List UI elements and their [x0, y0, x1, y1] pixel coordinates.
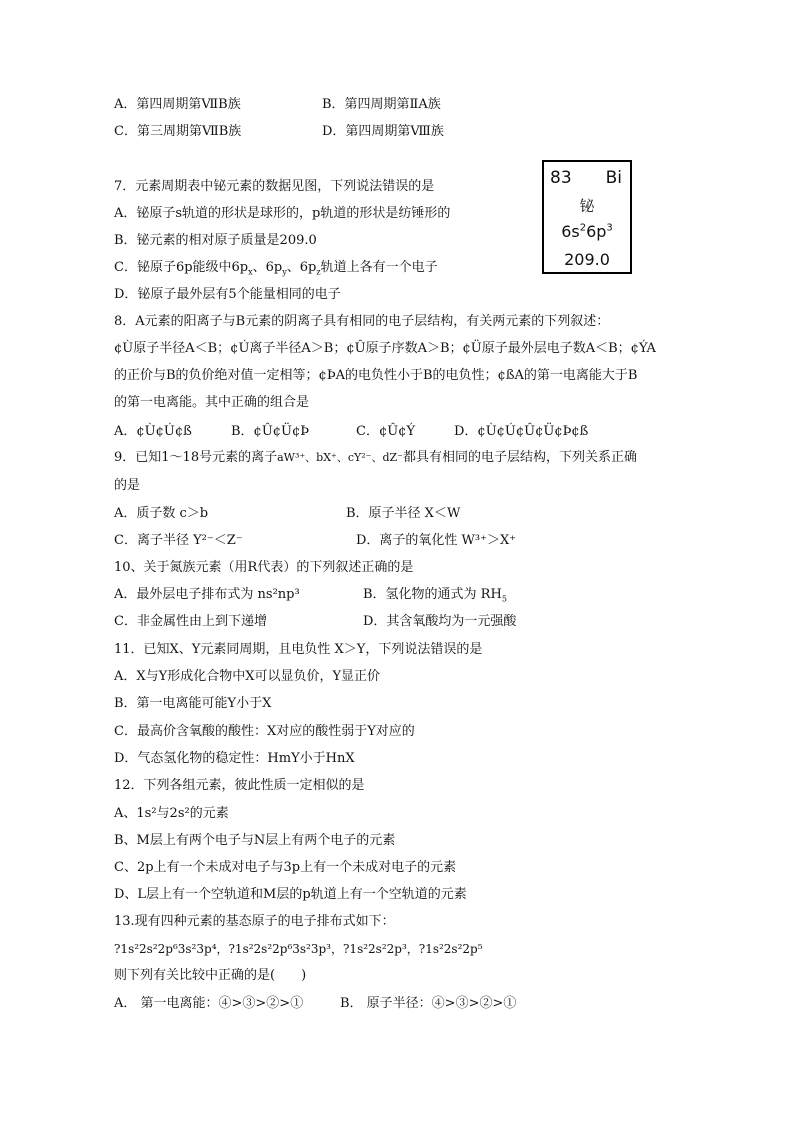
q8-option-d: D．¢Ù¢Ú¢Û¢Ü¢Þ¢ß — [454, 424, 589, 439]
q8-stem: 8．A元素的阳离子与B元素的阴离子具有相同的电子层结构，有关两元素的下列叙述： — [114, 314, 610, 329]
q8-option-b: B．¢Û¢Ü¢Þ — [231, 424, 310, 439]
q6-option-b: B．第四周期第ⅡA族 — [322, 97, 441, 112]
q13-option-a: A． 第一电离能：④>③>②>① — [114, 996, 304, 1011]
q8-options — [114, 424, 589, 440]
q8-option-c: C．¢Û¢Ý — [356, 424, 416, 439]
q6-option-c: C．第三周期第ⅦB族 — [114, 124, 242, 139]
q11-option-a: A．X与Y形成化合物中X可以显负价，Y显正价 — [114, 669, 381, 684]
q11-option-d: D．气态氢化物的稳定性：HmY小于HnX — [114, 751, 355, 766]
element-box-bismuth — [542, 160, 632, 274]
q8-option-a: A．¢Ù¢Ú¢ß — [114, 424, 192, 439]
q13-options — [114, 996, 517, 1012]
q10-option-row-1 — [114, 587, 507, 604]
q10-option-row-2 — [114, 614, 517, 630]
q7-option-d: D．铋原子最外层有5个能量相同的电子 — [114, 287, 341, 302]
q7-option-b: B．铋元素的相对原子质量是209.0 — [114, 233, 317, 248]
q6-option-a: A．第四周期第ⅦB族 — [114, 97, 241, 112]
q8-line-2: ¢Ù原子半径A＜B；¢Ú离子半径A＞B；¢Û原子序数A＞B；¢Ü原子最外层电子数A＜B；¢ÝA — [114, 341, 656, 356]
q7-option-c: C．铋原子6p能级中$6p_x$、$6p_y$、$6p_z$轨道上各有一个电子 — [114, 260, 438, 277]
q12-option-d: D、L层上有一个空轨道和M层的p轨道上有一个空轨道的元素 — [114, 887, 467, 902]
q10-option-b: B．氢化物的通式为 $RH_5$ — [363, 587, 507, 604]
q9-option-row-1 — [114, 506, 461, 522]
q13-question: 则下列有关比较中正确的是( ) — [114, 968, 307, 983]
q11-stem: 11．已知X、Y元素同周期，且电负性 X＞Y，下列说法错误的是 — [114, 642, 483, 657]
atomic-number: 83 — [550, 168, 572, 188]
q9-option-d: D．离子的氧化性 W³⁺＞X⁺ — [356, 533, 517, 548]
q12-stem: 12．下列各组元素，彼此性质一定相似的是 — [114, 778, 365, 793]
q11-option-b: B．第一电离能可能Y小于X — [114, 696, 272, 711]
q8-line-3: 的正价与B的负价绝对值一定相等；¢ÞA的电负性小于B的电负性；¢ßA的第一电离能大于B — [114, 368, 638, 383]
q10-option-d: D．其含氧酸均为一元强酸 — [363, 614, 517, 629]
q10-option-a: A．最外层电子排布式为 ns²np³ — [114, 587, 300, 602]
element-name: 铋 — [579, 197, 595, 215]
q9-option-a: A．质子数 c＞b — [114, 506, 209, 521]
q9-option-b: B．原子半径 X＜W — [346, 506, 461, 521]
q12-option-c: C、2p上有一个未成对电子与3p上有一个未成对电子的元素 — [114, 860, 457, 875]
q8-line-4: 的第一电离能。其中正确的组合是 — [114, 395, 310, 410]
q10-stem: 10、关于氮族元素（用R代表）的下列叙述正确的是 — [114, 560, 414, 575]
q6-option-row-2 — [114, 124, 444, 140]
q13-stem: 13.现有四种元素的基态原子的电子排布式如下： — [114, 914, 395, 929]
q9-stem: 9．已知1～18号元素的离子aW³⁺、bX⁺、cY²⁻、dZ⁻都具有相同的电子层结构，下列关系正确 — [114, 450, 637, 465]
q7-option-a: A．铋原子s轨道的形状是球形的，p轨道的形状是纺锤形的 — [114, 206, 451, 221]
q12-option-a: A、1s²与2s²的元素 — [114, 806, 229, 821]
atomic-mass: 209.0 — [564, 250, 610, 269]
q13-option-b: B． 原子半径：④>③>②>① — [340, 996, 517, 1011]
q9-option-row-2 — [114, 533, 517, 549]
q6-option-d: D．第四周期第Ⅷ族 — [322, 124, 444, 139]
q11-option-c: C．最高价含氧酸的酸性：X对应的酸性弱于Y对应的 — [114, 724, 415, 739]
valence-configuration: $6s^26p^3$ — [561, 222, 613, 241]
q7-stem: 7．元素周期表中铋元素的数据见图，下列说法错误的是 — [114, 179, 435, 194]
q6-option-row-1 — [114, 97, 441, 113]
q9-option-c: C．离子半径 Y²⁻＜Z⁻ — [114, 533, 243, 548]
q10-option-c: C．非金属性由上到下递增 — [114, 614, 267, 629]
q9-stem-line-2: 的是 — [114, 478, 141, 493]
q12-option-b: B、M层上有两个电子与N层上有两个电子的元素 — [114, 833, 396, 848]
element-symbol: Bi — [605, 168, 622, 188]
q13-configurations: ?1s²2s²2p⁶3s²3p⁴，?1s²2s²2p⁶3s²3p³，?1s²2s²2p³，?1s²2s²2p⁵ — [114, 942, 483, 956]
